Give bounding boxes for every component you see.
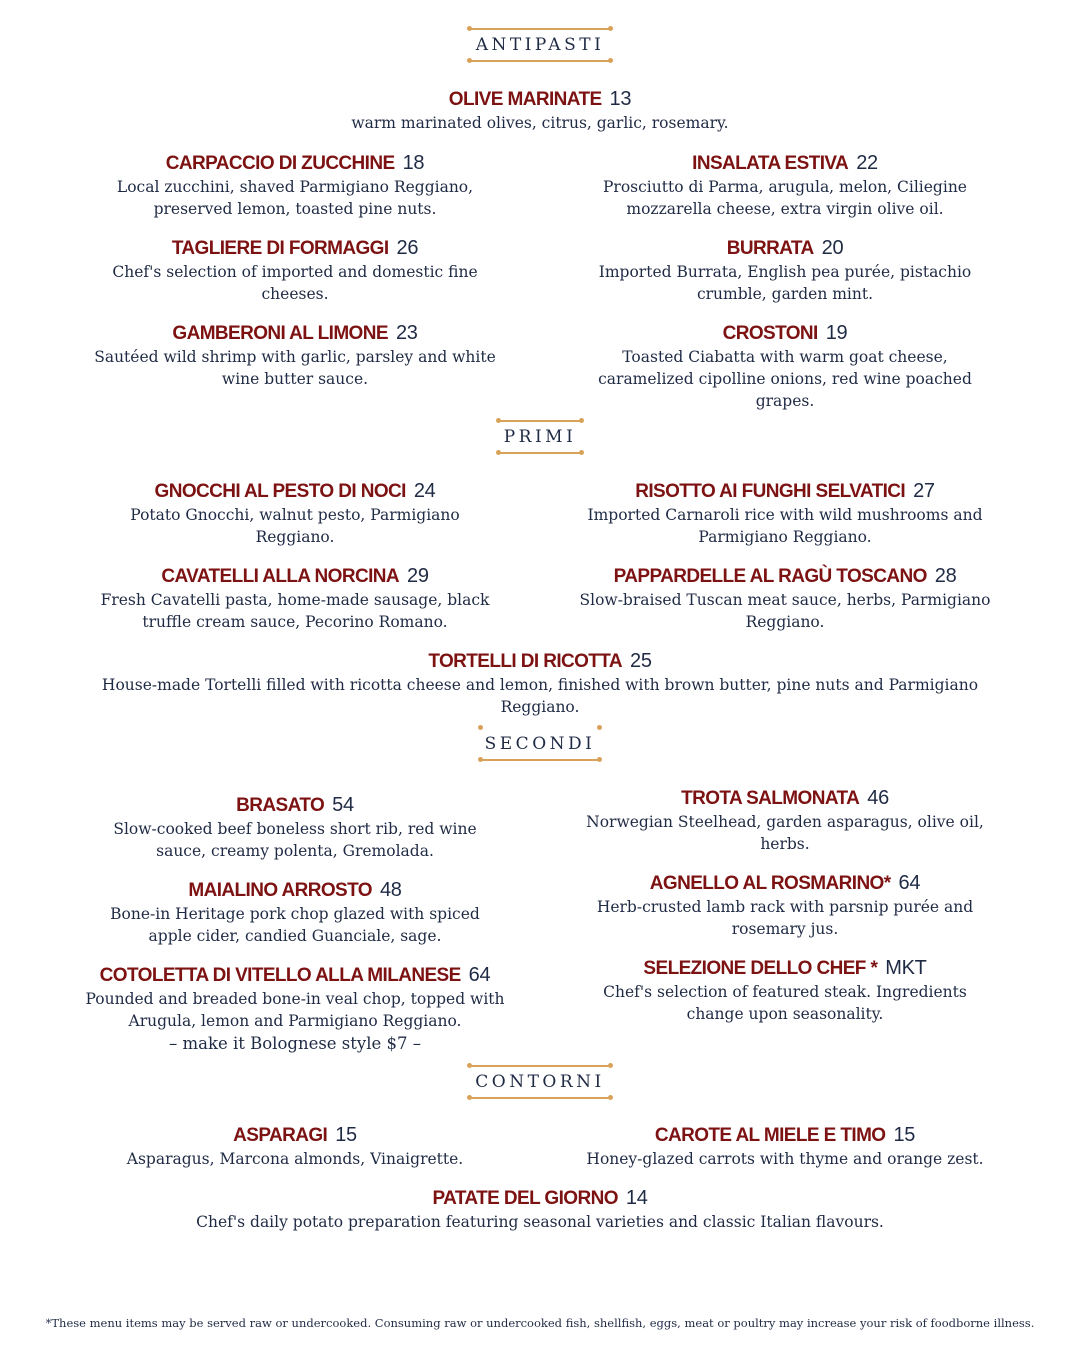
item-name: BRASATO xyxy=(236,795,325,816)
item-price: 20 xyxy=(821,237,844,259)
menu-item-cavatelli xyxy=(85,563,505,633)
item-price: 19 xyxy=(825,322,848,344)
item-description: Bone-in Heritage pork chop glazed with spiced apple cider, candied Guanciale, sage. xyxy=(110,905,480,945)
menu-item-selezione xyxy=(585,955,985,1025)
item-name: OLIVE MARINATE xyxy=(448,89,602,110)
item-price: 18 xyxy=(402,152,425,174)
item-price: 23 xyxy=(395,322,418,344)
menu-item-cotoletta xyxy=(85,962,505,1056)
section-header-secondi xyxy=(479,727,601,761)
menu-item-asparagi xyxy=(90,1122,500,1170)
item-name: RISOTTO AI FUNGHI SELVATICI xyxy=(635,481,906,502)
menu-item-gamberoni xyxy=(80,320,510,390)
header-rule-bottom xyxy=(468,60,612,62)
header-rule-bottom xyxy=(468,1097,612,1099)
item-price: 26 xyxy=(396,237,419,259)
item-name: TORTELLI DI RICOTTA xyxy=(428,651,623,672)
item-name: SELEZIONE DELLO CHEF * xyxy=(643,958,878,979)
item-description: Pounded and breaded bone-in veal chop, topped with Arugula, lemon and Parmigiano Reggiano. xyxy=(85,990,505,1030)
item-price: 14 xyxy=(625,1187,648,1209)
item-name: INSALATA ESTIVA xyxy=(692,153,849,174)
item-description: Chef's daily potato preparation featuring seasonal varieties and classic Italian flavours. xyxy=(196,1213,884,1231)
item-name: CAVATELLI ALLA NORCINA xyxy=(161,566,399,587)
item-name: BURRATA xyxy=(726,238,814,259)
menu-item-pappardelle xyxy=(565,563,1005,633)
menu-item-maialino xyxy=(95,877,495,947)
menu-item-brasato xyxy=(100,792,490,862)
section-title: CONTORNI xyxy=(475,1072,605,1092)
item-name: CARPACCIO DI ZUCCHINE xyxy=(165,153,395,174)
item-name: PATATE DEL GIORNO xyxy=(432,1188,618,1209)
item-description: House-made Tortelli filled with ricotta cheese and lemon, finished with brown butter, pine nuts and Parmigiano Reggiano. xyxy=(101,676,979,716)
item-name: AGNELLO AL ROSMARINO* xyxy=(649,873,891,894)
menu-item-agnello xyxy=(580,870,990,940)
item-description: warm marinated olives, citrus, garlic, rosemary. xyxy=(351,114,729,132)
item-name: COTOLETTA DI VITELLO ALLA MILANESE xyxy=(99,965,461,986)
header-rule-top xyxy=(468,28,612,30)
menu-item-trota xyxy=(575,785,995,855)
menu-item-crostoni xyxy=(585,320,985,412)
item-upcharge-note: – make it Bolognese style $7 – xyxy=(168,1034,422,1053)
menu-item-tagliere xyxy=(90,235,500,305)
section-title: ANTIPASTI xyxy=(475,35,605,55)
item-description: Imported Carnaroli rice with wild mushrooms and Parmigiano Reggiano. xyxy=(587,506,983,546)
item-name: GAMBERONI AL LIMONE xyxy=(172,323,388,344)
item-name: PAPPARDELLE AL RAGÙ TOSCANO xyxy=(613,566,927,587)
item-name: CROSTONI xyxy=(722,323,818,344)
menu-item-tortelli xyxy=(100,648,980,718)
item-name: TROTA SALMONATA xyxy=(681,788,860,809)
item-price: 48 xyxy=(379,879,402,901)
menu-item-patate xyxy=(120,1185,960,1233)
section-header-contorni xyxy=(468,1065,612,1099)
item-price: 24 xyxy=(413,480,436,502)
item-description: Slow-braised Tuscan meat sauce, herbs, Parmigiano Reggiano. xyxy=(579,591,991,631)
item-price: 22 xyxy=(856,152,878,174)
header-rule-top xyxy=(468,1065,612,1067)
item-price: 28 xyxy=(934,565,957,587)
item-price: MKT xyxy=(885,957,927,979)
item-price: 15 xyxy=(893,1124,916,1146)
raw-food-disclaimer: *These menu items may be served raw or undercooked. Consuming raw or undercooked fish, shellfish, eggs, meat or poultry may increase your risk of foodborne illness. xyxy=(45,1316,1035,1330)
item-price: 64 xyxy=(468,964,491,986)
item-description: Fresh Cavatelli pasta, home-made sausage, black truffle cream sauce, Pecorino Romano. xyxy=(100,591,490,631)
item-price: 15 xyxy=(335,1124,357,1146)
item-name: TAGLIERE DI FORMAGGI xyxy=(171,238,389,259)
item-price: 13 xyxy=(609,88,632,110)
item-description: Herb-crusted lamb rack with parsnip purée and rosemary jus. xyxy=(596,898,974,938)
item-description: Sautéed wild shrimp with garlic, parsley and white wine butter sauce. xyxy=(94,348,496,388)
item-name: CAROTE AL MIELE E TIMO xyxy=(654,1125,886,1146)
item-price: 27 xyxy=(913,480,935,502)
item-description: Norwegian Steelhead, garden asparagus, olive oil, herbs. xyxy=(586,813,984,853)
section-title: SECONDI xyxy=(484,734,596,754)
menu-item-olive-marinate xyxy=(240,86,840,134)
menu-item-carote xyxy=(560,1122,1010,1170)
header-rule-top xyxy=(479,727,601,729)
item-description: Toasted Ciabatta with warm goat cheese, caramelized cipolline onions, red wine poached grapes. xyxy=(598,348,972,410)
section-title: PRIMI xyxy=(503,427,577,447)
item-price: 25 xyxy=(630,650,652,672)
header-rule-top xyxy=(497,420,583,422)
item-price: 29 xyxy=(407,565,429,587)
item-description: Slow-cooked beef boneless short rib, red wine sauce, creamy polenta, Gremolada. xyxy=(113,820,477,860)
item-description: Potato Gnocchi, walnut pesto, Parmigiano Reggiano. xyxy=(130,506,460,546)
section-header-primi xyxy=(497,420,583,454)
header-rule-bottom xyxy=(479,759,601,761)
item-name: GNOCCHI AL PESTO DI NOCI xyxy=(154,481,406,502)
menu-item-carpaccio xyxy=(90,150,500,220)
header-rule-bottom xyxy=(497,452,583,454)
item-name: ASPARAGI xyxy=(233,1125,328,1146)
menu-item-risotto xyxy=(565,478,1005,548)
item-description: Asparagus, Marcona almonds, Vinaigrette. xyxy=(126,1150,464,1168)
item-price: 46 xyxy=(867,787,889,809)
item-description: Imported Burrata, English pea purée, pistachio crumble, garden mint. xyxy=(598,263,972,303)
item-description: Chef's selection of featured steak. Ingredients change upon seasonality. xyxy=(603,983,967,1023)
menu-item-insalata xyxy=(580,150,990,220)
section-header-antipasti xyxy=(468,28,612,62)
menu-item-burrata xyxy=(580,235,990,305)
item-description: Local zucchini, shaved Parmigiano Reggiano, preserved lemon, toasted pine nuts. xyxy=(116,178,474,218)
item-description: Honey-glazed carrots with thyme and orange zest. xyxy=(586,1150,984,1168)
menu-item-gnocchi xyxy=(100,478,490,548)
item-description: Chef's selection of imported and domestic fine cheeses. xyxy=(112,263,478,303)
item-price: 54 xyxy=(332,794,354,816)
item-price: 64 xyxy=(898,872,921,894)
item-name: MAIALINO ARROSTO xyxy=(188,880,372,901)
item-description: Prosciutto di Parma, arugula, melon, Ciliegine mozzarella cheese, extra virgin olive oil. xyxy=(603,178,967,218)
